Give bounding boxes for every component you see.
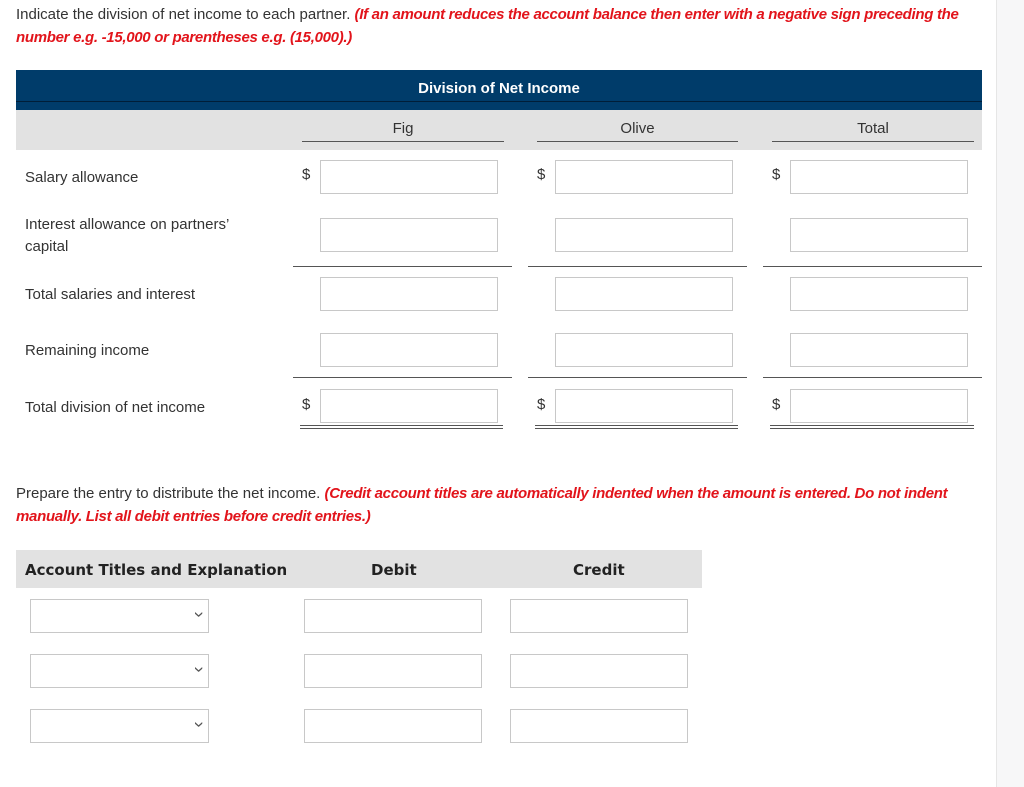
instruction-emphasis: (Credit account titles are automatically indented when the amount is entered. Do not indent manually. List all debit entries before credit entries.): [16, 485, 948, 525]
olive-salary-allowance-input[interactable]: [555, 160, 733, 194]
dollar-sign: $: [772, 396, 781, 413]
column-header-fig: Fig: [302, 120, 504, 142]
dollar-sign: $: [302, 166, 311, 183]
subtotal-rule: [763, 266, 982, 267]
dollar-sign: $: [537, 166, 546, 183]
account-title-dropdown[interactable]: [30, 599, 209, 633]
total-remaining-income-input[interactable]: [790, 333, 968, 367]
dollar-sign: $: [537, 396, 546, 413]
total-salary-allowance-input[interactable]: [790, 160, 968, 194]
olive-interest-allowance-input[interactable]: [555, 218, 733, 252]
subtotal-rule: [763, 377, 982, 378]
fig-total-division-input[interactable]: [320, 389, 498, 423]
division-table-header: [16, 70, 982, 110]
debit-input[interactable]: [304, 709, 482, 743]
debit-input[interactable]: [304, 599, 482, 633]
division-instructions: [16, 3, 981, 49]
credit-input[interactable]: [510, 709, 688, 743]
dollar-sign: $: [772, 166, 781, 183]
instruction-text: Indicate the division of net income to each partner.: [16, 6, 355, 23]
fig-remaining-income-input[interactable]: [320, 333, 498, 367]
journal-header-row: [16, 550, 702, 588]
olive-remaining-income-input[interactable]: [555, 333, 733, 367]
division-table-title: Division of Net Income: [418, 80, 580, 97]
column-header-credit: Credit: [573, 561, 625, 579]
total-total-salaries-interest-input[interactable]: [790, 277, 968, 311]
column-header-olive: Olive: [537, 120, 738, 142]
total-total-division-input[interactable]: [790, 389, 968, 423]
double-underline: [300, 428, 503, 429]
chevron-down-icon: ›: [189, 666, 210, 673]
olive-total-division-input[interactable]: [555, 389, 733, 423]
subtotal-rule: [293, 377, 512, 378]
account-title-dropdown[interactable]: [30, 709, 209, 743]
double-underline: [535, 428, 738, 429]
chevron-down-icon: ›: [189, 721, 210, 728]
column-header-total: Total: [772, 120, 974, 142]
credit-input[interactable]: [510, 654, 688, 688]
row-label-remaining-income: Remaining income: [25, 342, 150, 359]
row-label-salary-allowance: Salary allowance: [25, 169, 139, 186]
column-header-account: Account Titles and Explanation: [25, 561, 288, 579]
column-header-debit: Debit: [371, 561, 417, 579]
row-label-total-division: Total division of net income: [25, 399, 206, 416]
column-header-row: [16, 110, 982, 150]
total-interest-allowance-input[interactable]: [790, 218, 968, 252]
account-title-dropdown[interactable]: [30, 654, 209, 688]
fig-total-salaries-interest-input[interactable]: [320, 277, 498, 311]
olive-total-salaries-interest-input[interactable]: [555, 277, 733, 311]
dollar-sign: $: [302, 396, 311, 413]
subtotal-rule: [293, 266, 512, 267]
double-underline: [770, 428, 974, 429]
row-label-interest-allowance: Interest allowance on partners’ capital: [25, 216, 229, 255]
chevron-down-icon: ›: [189, 611, 210, 618]
instruction-text: Prepare the entry to distribute the net income.: [16, 485, 325, 502]
fig-interest-allowance-input[interactable]: [320, 218, 498, 252]
double-underline: [300, 425, 503, 426]
double-underline: [770, 425, 974, 426]
debit-input[interactable]: [304, 654, 482, 688]
header-divider: [16, 101, 982, 102]
row-label-total-salaries-interest: Total salaries and interest: [25, 286, 196, 303]
subtotal-rule: [528, 266, 747, 267]
credit-input[interactable]: [510, 599, 688, 633]
journal-instructions: [16, 482, 981, 528]
fig-salary-allowance-input[interactable]: [320, 160, 498, 194]
subtotal-rule: [528, 377, 747, 378]
instruction-emphasis: (If an amount reduces the account balance then enter with a negative sign preceding the number e.g. -15,000 or parentheses e.g. (15,000).): [16, 6, 959, 46]
double-underline: [535, 425, 738, 426]
